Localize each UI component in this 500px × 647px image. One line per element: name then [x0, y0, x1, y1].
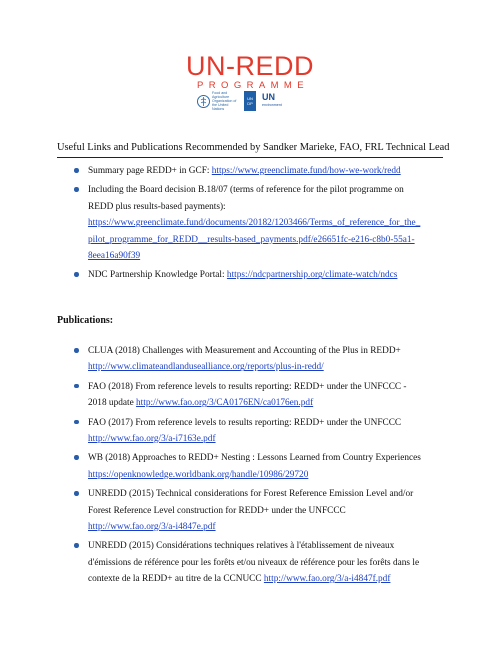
- publication-line: [88, 343, 443, 359]
- logo-main-text: UN-REDD: [186, 51, 314, 81]
- publication-text: UNREDD (2015) Considérations techniques relatives à l'établissement de niveaux: [88, 541, 395, 552]
- publication-line: [88, 379, 443, 395]
- fao-logo: [197, 91, 238, 111]
- link-text: NDC Partnership Knowledge Portal:: [88, 270, 227, 281]
- link-line: [88, 248, 443, 264]
- logo-sub-text: PROGRAMME: [197, 80, 309, 91]
- link-text: Summary page REDD+ in GCF:: [88, 166, 212, 176]
- publication-text: WB (2018) Approaches to REDD+ Nesting : Lessons Learned from Country Experiences: [88, 453, 421, 464]
- link-text: REDD plus results-based payments):: [88, 201, 226, 212]
- publication-line: [88, 503, 443, 519]
- bullet-icon: [74, 272, 79, 277]
- link-line: [88, 163, 443, 179]
- publication-text: CLUA (2018) Challenges with Measurement and Accounting of the Plus in REDD+: [88, 346, 401, 356]
- publication-text: FAO (2018) From reference levels to results reporting: REDD+ under the UNFCCC -: [88, 381, 407, 392]
- publication-url[interactable]: http://www.climateandlandusealliance.org/reports/plus-in-redd/: [88, 362, 324, 373]
- un-environment-main: UN: [262, 92, 275, 102]
- link-item: [57, 163, 443, 179]
- publication-text: contexte de la REDD+ au titre de la CCNUCC: [88, 574, 264, 585]
- publication-line: [88, 555, 443, 571]
- fao-emblem-icon: [197, 95, 210, 108]
- page-title: Useful Links and Publications Recommended by Sandker Marieke, FAO, FRL Technical Lead: [57, 141, 443, 158]
- publication-line: [88, 571, 443, 587]
- publication-line: [88, 415, 443, 431]
- link-line: [88, 199, 443, 215]
- publication-line: [88, 467, 443, 483]
- publication-text: FAO (2017) From reference levels to results reporting: REDD+ under the UNFCCC: [88, 417, 402, 428]
- publication-item: [57, 538, 443, 587]
- publication-item: [57, 415, 443, 448]
- bullet-icon: [74, 420, 79, 425]
- un-environment-logo: [262, 93, 282, 109]
- link-url[interactable]: 8eea16a90f39: [88, 251, 141, 262]
- link-item: [57, 267, 443, 283]
- bullet-icon: [74, 384, 79, 389]
- bullet-icon: [74, 491, 79, 496]
- link-line: [88, 232, 443, 248]
- publication-line: [88, 450, 443, 466]
- link-line: [88, 267, 443, 283]
- links-list: [57, 163, 443, 287]
- bullet-icon: [74, 543, 79, 548]
- publication-item: [57, 450, 443, 483]
- un-redd-logo: [0, 52, 500, 92]
- publications-list: [57, 343, 443, 591]
- link-url[interactable]: https://www.greenclimate.fund/how-we-work/redd: [211, 166, 401, 176]
- un-environment-sub: environment: [262, 103, 282, 107]
- link-url[interactable]: https://ndcpartnership.org/climate-watch/ndcs: [226, 270, 398, 281]
- publication-line: [88, 431, 443, 447]
- bullet-icon: [74, 187, 79, 192]
- publication-url[interactable]: http://www.fao.org/3/a-i4847f.pdf: [263, 574, 391, 585]
- publication-line: [88, 395, 443, 411]
- publication-text: 2018 update: [88, 398, 137, 409]
- publication-url[interactable]: https://openknowledge.worldbank.org/handle/10986/29720: [88, 469, 309, 480]
- bullet-icon: [74, 348, 79, 353]
- publication-url[interactable]: http://www.fao.org/3/CA0176EN/ca0176en.pdf: [136, 398, 314, 409]
- publication-line: [88, 538, 443, 554]
- publication-line: [88, 519, 443, 535]
- publication-line: [88, 359, 443, 375]
- bullet-icon: [74, 168, 79, 173]
- publications-heading: Publications:: [57, 315, 114, 326]
- fao-logo-text: Food and Agriculture Organization of the United Nations: [212, 91, 237, 111]
- undp-logo: UN DP: [244, 91, 256, 111]
- link-url[interactable]: https://www.greenclimate.fund/documents/20182/1203466/Terms_of_reference_for_the_: [88, 218, 421, 229]
- partner-logos: [197, 90, 282, 112]
- link-text: Including the Board decision B.18/07 (terms of reference for the pilot programme on: [88, 185, 404, 196]
- link-item: [57, 182, 443, 264]
- bullet-icon: [74, 455, 79, 460]
- link-url[interactable]: pilot_programme_for_REDD__results-based_payments.pdf/e26651fc-e216-c8b0-55a1-: [88, 234, 415, 245]
- publication-text: Forest Reference Level construction for REDD+ under the UNFCCC: [88, 505, 346, 516]
- publication-item: [57, 486, 443, 535]
- link-line: [88, 182, 443, 198]
- publication-url[interactable]: http://www.fao.org/3/a-i4847e.pdf: [88, 522, 216, 533]
- publication-text: UNREDD (2015) Technical considerations for Forest Reference Emission Level and/or: [88, 489, 414, 500]
- link-line: [88, 215, 443, 231]
- publication-item: [57, 343, 443, 376]
- publication-text: d'émissions de référence pour les forêts et/ou niveaux de référence pour les forêts dans le: [88, 557, 420, 568]
- publication-url[interactable]: http://www.fao.org/3/a-i7163e.pdf: [88, 434, 216, 445]
- publication-line: [88, 486, 443, 502]
- publication-item: [57, 379, 443, 412]
